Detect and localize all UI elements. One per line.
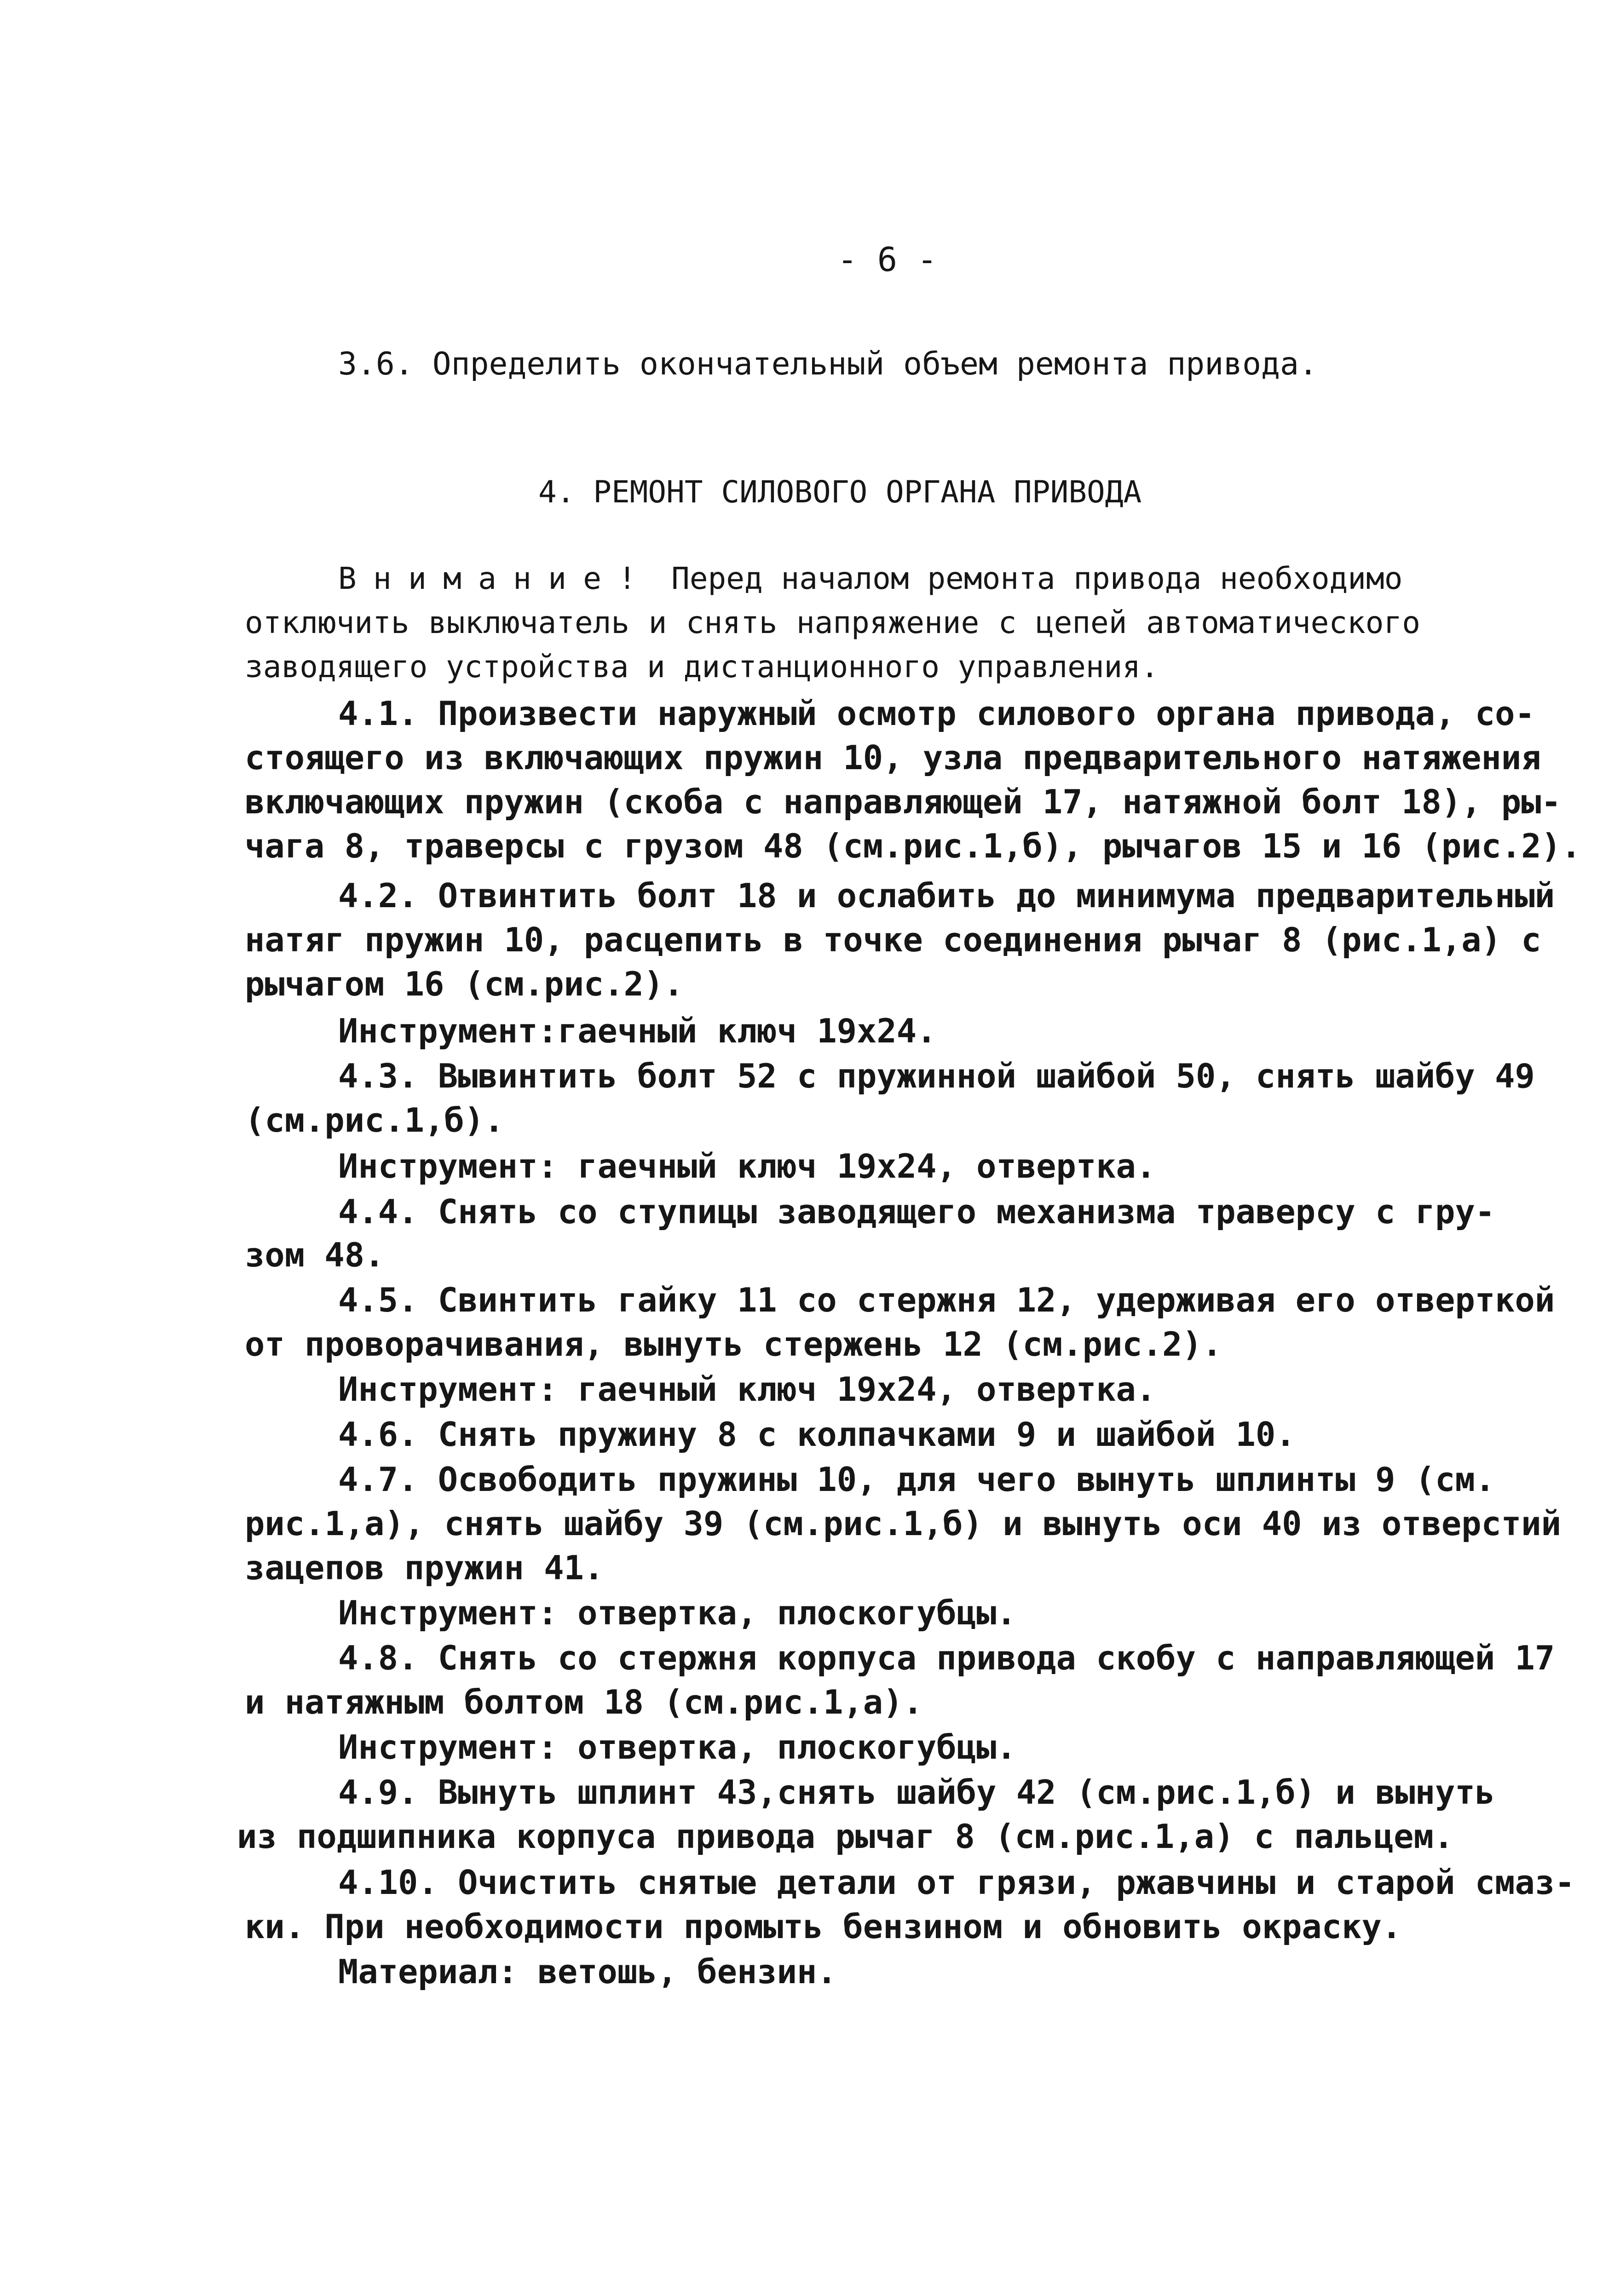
- item-4-4-line-2: зом 48.: [245, 1236, 385, 1274]
- item-4-2-line-1: 4.2. Отвинтить болт 18 и ослабить до минимума предварительный: [338, 876, 1555, 915]
- item-4-5-line-2: от проворачивания, вынуть стержень 12 (см.рис.2).: [245, 1325, 1222, 1364]
- item-4-1-line-3: включающих пружин (скоба с направляющей 17, натяжной болт 18), ры-: [245, 783, 1561, 821]
- item-4-2-line-3: рычагом 16 (см.рис.2).: [245, 965, 684, 1003]
- item-4-5-line-1: 4.5. Свинтить гайку 11 со стержня 12, удерживая его отверткой: [338, 1281, 1555, 1319]
- section-heading: 4. РЕМОНТ СИЛОВОГО ОРГАНА ПРИВОДА: [538, 474, 1142, 510]
- item-4-9-line-1: 4.9. Вынуть шплинт 43,снять шайбу 42 (см.рис.1,б) и вынуть: [338, 1773, 1495, 1812]
- item-4-6-line-1: 4.6. Снять пружину 8 с колпачками 9 и шайбой 10.: [338, 1415, 1296, 1454]
- item-4-2-line-2: натяг пружин 10, расцепить в точке соединения рычаг 8 (рис.1,а) с: [245, 921, 1541, 959]
- warning-text: Перед началом ремонта привода необходимо: [671, 561, 1403, 596]
- item-4-9-line-2: из подшипника корпуса привода рычаг 8 (см.рис.1,а) с пальцем.: [237, 1817, 1454, 1856]
- item-4-4-line-1: 4.4. Снять со ступицы заводящего механизма траверсу с гру-: [338, 1192, 1495, 1231]
- item-4-7-line-3: зацепов пружин 41.: [245, 1548, 604, 1587]
- item-4-3-line-2: (см.рис.1,б).: [245, 1101, 504, 1139]
- item-4-8-line-2: и натяжным болтом 18 (см.рис.1,а).: [245, 1683, 923, 1721]
- item-4-10-line-2: ки. При необходимости промыть бензином и обновить окраску.: [245, 1907, 1402, 1946]
- item-4-8-line-1: 4.8. Снять со стержня корпуса привода скобу с направляющей 17: [338, 1639, 1555, 1677]
- warning-line-2: отключить выключатель и снять напряжение с цепей автоматического: [245, 605, 1420, 640]
- item-4-1-line-2: стоящего из включающих пружин 10, узла предварительного натяжения: [245, 738, 1541, 777]
- item-4-1-line-4: чага 8, траверсы с грузом 48 (см.рис.1,б), рычагов 15 и 16 (рис.2).: [245, 827, 1581, 865]
- item-4-10-line-1: 4.10. Очистить снятые детали от грязи, ржавчины и старой смаз-: [338, 1863, 1575, 1902]
- item-4-7-line-1: 4.7. Освободить пружины 10, для чего вынуть шплинты 9 (см.: [338, 1460, 1495, 1499]
- warning-line-3: заводящего устройства и дистанционного управления.: [245, 649, 1159, 685]
- page-number: - 6 -: [837, 240, 937, 279]
- item-4-3-line-1: 4.3. Вывинтить болт 52 с пружинной шайбой 50, снять шайбу 49: [338, 1057, 1535, 1095]
- item-4-1-line-1: 4.1. Произвести наружный осмотр силового органа привода, со-: [338, 694, 1535, 733]
- item-4-5-tool: Инструмент: гаечный ключ 19х24, отвертка.: [338, 1370, 1156, 1409]
- item-4-10-material: Материал: ветошь, бензин.: [338, 1952, 837, 1991]
- warning-attention-word: Внимание!: [338, 561, 653, 596]
- warning-line-1: [338, 561, 1403, 596]
- item-3-6: 3.6. Определить окончательный объем ремонта привода.: [338, 346, 1318, 382]
- item-4-7-tool: Инструмент: отвертка, плоскогубцы.: [338, 1594, 1016, 1632]
- item-4-2-tool: Инструмент:гаечный ключ 19х24.: [338, 1012, 937, 1050]
- item-4-3-tool: Инструмент: гаечный ключ 19х24, отвертка.: [338, 1147, 1156, 1185]
- item-4-7-line-2: рис.1,а), снять шайбу 39 (см.рис.1,б) и вынуть оси 40 из отверстий: [245, 1504, 1561, 1543]
- item-4-8-tool: Инструмент: отвертка, плоскогубцы.: [338, 1728, 1016, 1767]
